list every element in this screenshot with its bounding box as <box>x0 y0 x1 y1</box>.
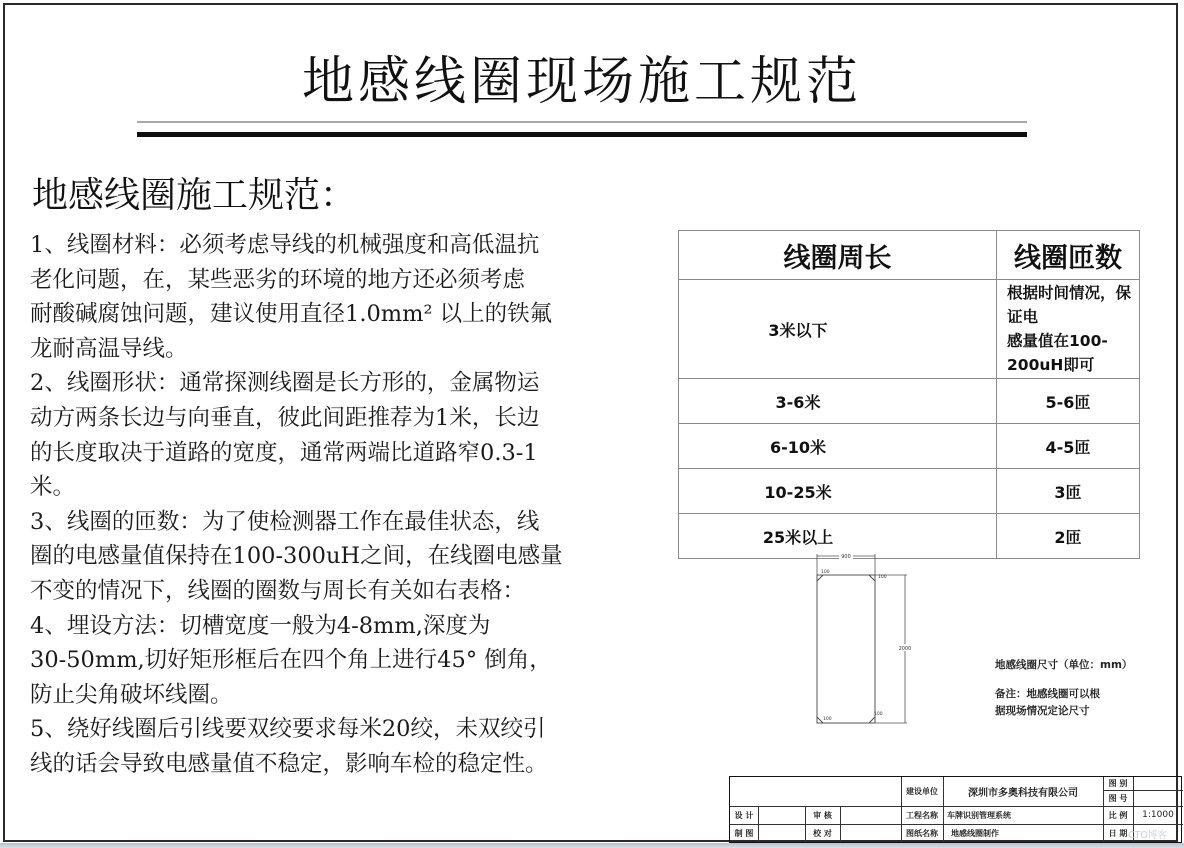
header-perimeter: 线圈周长 <box>679 231 997 280</box>
draft-label: 制 图 <box>734 828 754 838</box>
divider <box>840 806 841 842</box>
cell-turns-line: 根据时间情况，保证电 <box>1007 284 1132 326</box>
corner-label: 100 <box>821 570 830 575</box>
table-row <box>679 424 1140 469</box>
width-dimension-label: 900 <box>841 554 851 560</box>
cell-perimeter: 10-25米 <box>679 469 997 514</box>
client-label: 建设单位 <box>906 787 938 796</box>
drawing-title-block <box>729 776 1182 843</box>
text-line: 圈的电感量值保持在100-300uH之间，在线圈电感量 <box>30 543 563 570</box>
cell-perimeter: 6-10米 <box>679 424 997 469</box>
diagram-note-line: 据现场情况定论尺寸 <box>995 705 1090 717</box>
text-line: 的长度取决于道路的宽度，通常两端比道路窄0.3-1 <box>30 439 538 466</box>
diagram-caption: 地感线圈尺寸（单位：mm） <box>995 659 1133 671</box>
section-title: 地感线圈施工规范： <box>32 175 357 216</box>
design-label: 设 计 <box>734 810 754 820</box>
text-line: 30-50mm,切好矩形框后在四个角上进行45° 倒角， <box>30 647 552 674</box>
cell-turns: 3匝 <box>997 469 1140 514</box>
cell-perimeter: 25米以上 <box>679 514 997 559</box>
title-rule-thin <box>137 121 1027 123</box>
check-label: 校 对 <box>813 828 832 838</box>
drawing-name-value: 地感线圈制作 <box>951 828 999 838</box>
cell-turns-line: 感量值在100-200uH即可 <box>1007 332 1108 374</box>
cell-turns: 2匝 <box>997 514 1140 559</box>
text-line: 不变的情况下，线圈的圈数与周长有关如右表格： <box>30 577 526 604</box>
cell-turns: 5-6匝 <box>997 379 1140 424</box>
page-title: 地感线圈现场施工规范 <box>301 52 862 112</box>
cell-perimeter: 3-6米 <box>679 379 997 424</box>
watermark: CTO博客 <box>1128 830 1167 841</box>
text-line: 线的话会导致电感量值不稳定，影响车检的稳定性。 <box>30 750 548 777</box>
drawing-name-label: 图纸名称 <box>906 828 938 838</box>
text-line: 米。 <box>30 474 76 501</box>
text-line: 1、线圈材料：必须考虑导线的机械强度和高低温抗 <box>30 232 540 258</box>
table-row <box>679 379 1140 424</box>
bottom-edge-strip <box>0 843 1184 848</box>
text-line: 耐酸碱腐蚀问题，建议使用直径1.0mm² 以上的铁氟 <box>30 301 553 328</box>
project-value: 车牌识别管理系统 <box>947 810 1011 820</box>
scale-label: 比 例 <box>1108 810 1128 820</box>
cell-perimeter: 3米以下 <box>679 280 997 379</box>
text-line: 3、线圈的匝数：为了使检测器工作在最佳状态，线 <box>30 508 540 535</box>
spec-body-text <box>30 228 642 782</box>
title-rule-thick <box>137 132 1027 137</box>
corner-label: 100 <box>823 717 832 722</box>
height-dimension-label: 2000 <box>898 646 912 652</box>
divider <box>758 806 759 842</box>
diagram-note-line: 备注：地感线圈可以根 <box>995 688 1100 700</box>
corner-label: 100 <box>878 575 887 580</box>
coil-dimension-diagram <box>795 548 925 728</box>
corner-label: 100 <box>874 712 883 717</box>
project-label: 工程名称 <box>906 810 938 820</box>
scale-value: 1:1000 <box>1142 810 1174 820</box>
text-line: 动方两条长边与向垂直，彼此间距推荐为1米，长边 <box>30 404 540 431</box>
cell-turns <box>997 280 1140 379</box>
category-label: 图 别 <box>1108 779 1128 788</box>
client-value: 深圳市多奥科技有限公司 <box>968 788 1078 799</box>
review-label: 审 核 <box>813 810 832 820</box>
cell-turns: 4-5匝 <box>997 424 1140 469</box>
text-line: 2、线圈形状：通常探测线圈是长方形的，金属物运 <box>30 370 540 397</box>
text-line: 龙耐高温导线。 <box>30 335 188 362</box>
table-row <box>679 280 1140 379</box>
number-label: 图 号 <box>1108 793 1128 803</box>
coil-turns-table <box>678 230 1140 559</box>
text-line: 老化问题，在，某些恶劣的环境的地方还必须考虑 <box>30 266 526 293</box>
table-row <box>679 469 1140 514</box>
table-header-row <box>679 231 1140 280</box>
date-label: 日 期 <box>1108 828 1128 838</box>
text-line: 4、埋设方法：切槽宽度一般为4-8mm,深度为 <box>30 612 491 639</box>
diagram-note <box>995 686 1145 720</box>
text-line: 5、绕好线圈后引线要双绞要求每米20绞，未双绞引 <box>30 716 546 743</box>
text-line: 防止尖角破坏线圈。 <box>30 681 233 708</box>
header-turns: 线圈匝数 <box>997 231 1140 280</box>
